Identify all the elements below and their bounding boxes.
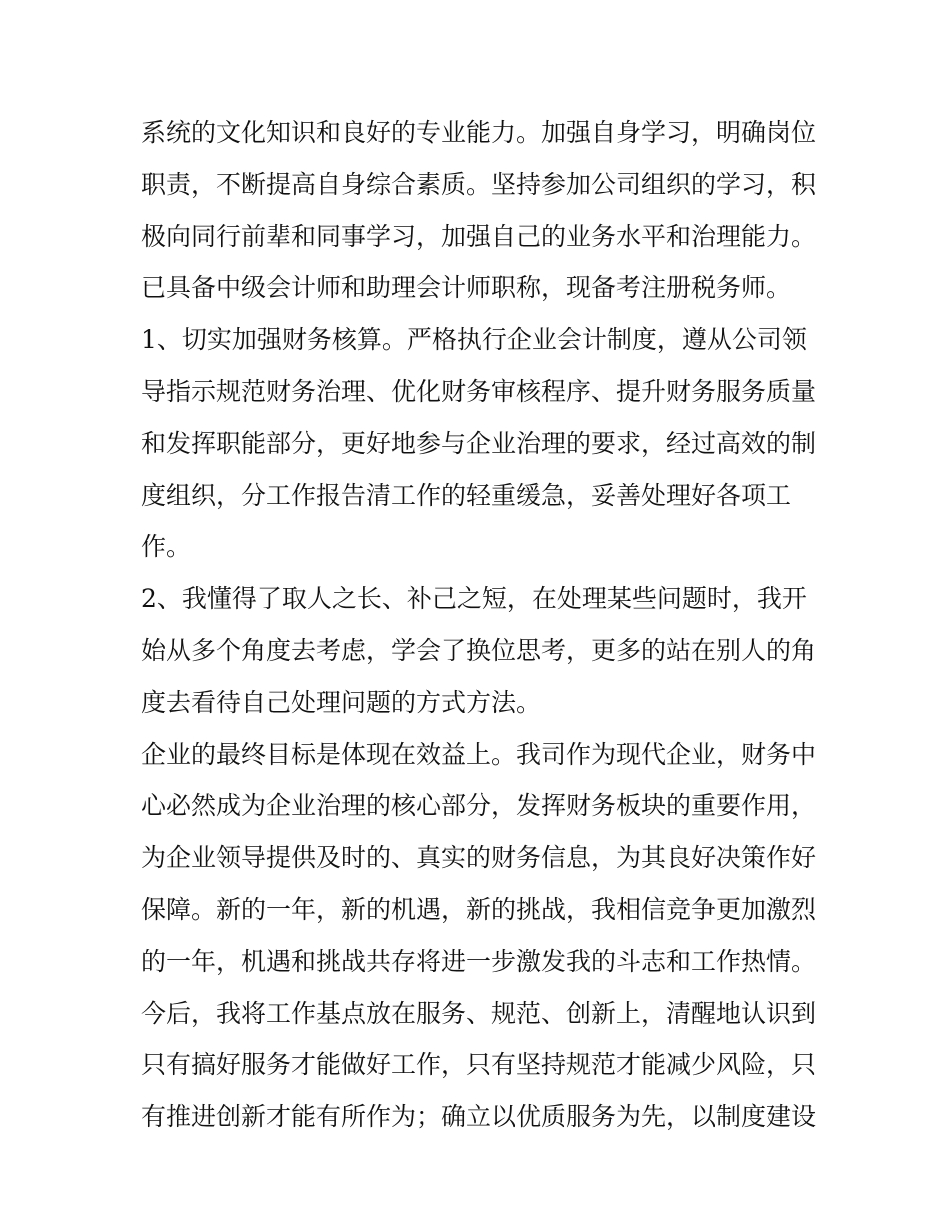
- text-line: 导指示规范财务治理、优化财务审核程序、提升财务服务质量: [141, 376, 817, 406]
- text-line: 保障。新的一年，新的机遇，新的挑战，我相信竞争更加激烈: [141, 894, 817, 924]
- text-line: 极向同行前辈和同事学习，加强自己的业务水平和治理能力。: [141, 221, 817, 251]
- text-line: 职责，不断提高自身综合素质。坚持参加公司组织的学习，积: [141, 169, 817, 199]
- text-line: 度组织，分工作报告清工作的轻重缓急，妥善处理好各项工: [141, 480, 792, 510]
- text-line: 作。: [141, 532, 192, 562]
- text-line: 有推进创新才能有所作为；确立以优质服务为先，以制度建设: [141, 1102, 817, 1132]
- text-line: 系统的文化知识和良好的专业能力。加强自身学习，明确岗位: [141, 118, 817, 147]
- text-line: 只有搞好服务才能做好工作，只有坚持规范才能减少风险，只: [141, 1050, 817, 1080]
- text-line: 的一年，机遇和挑战共存将进一步激发我的斗志和工作热情。: [141, 946, 817, 976]
- text-line: 今后，我将工作基点放在服务、规范、创新上，清醒地认识到: [141, 998, 817, 1028]
- text-line: 1、切实加强财务核算。严格执行企业会计制度，遵从公司领: [141, 325, 807, 355]
- text-line: 已具备中级会计师和助理会计师职称，现备考注册税务师。: [141, 273, 792, 303]
- text-line: 度去看待自己处理问题的方式方法。: [141, 687, 542, 717]
- text-line: 心必然成为企业治理的核心部分，发挥财务板块的重要作用，: [141, 791, 817, 821]
- text-line: 为企业领导提供及时的、真实的财务信息，为其良好决策作好: [141, 843, 817, 873]
- text-line: 始从多个角度去考虑，学会了换位思考，更多的站在别人的角: [141, 635, 817, 665]
- text-line: 和发挥职能部分，更好地参与企业治理的要求，经过高效的制: [141, 428, 817, 458]
- document-body: [141, 107, 821, 1143]
- text-line: 2、我懂得了取人之长、补己之短，在处理某些问题时，我开: [141, 584, 807, 614]
- text-line: 企业的最终目标是体现在效益上。我司作为现代企业，财务中: [141, 739, 817, 769]
